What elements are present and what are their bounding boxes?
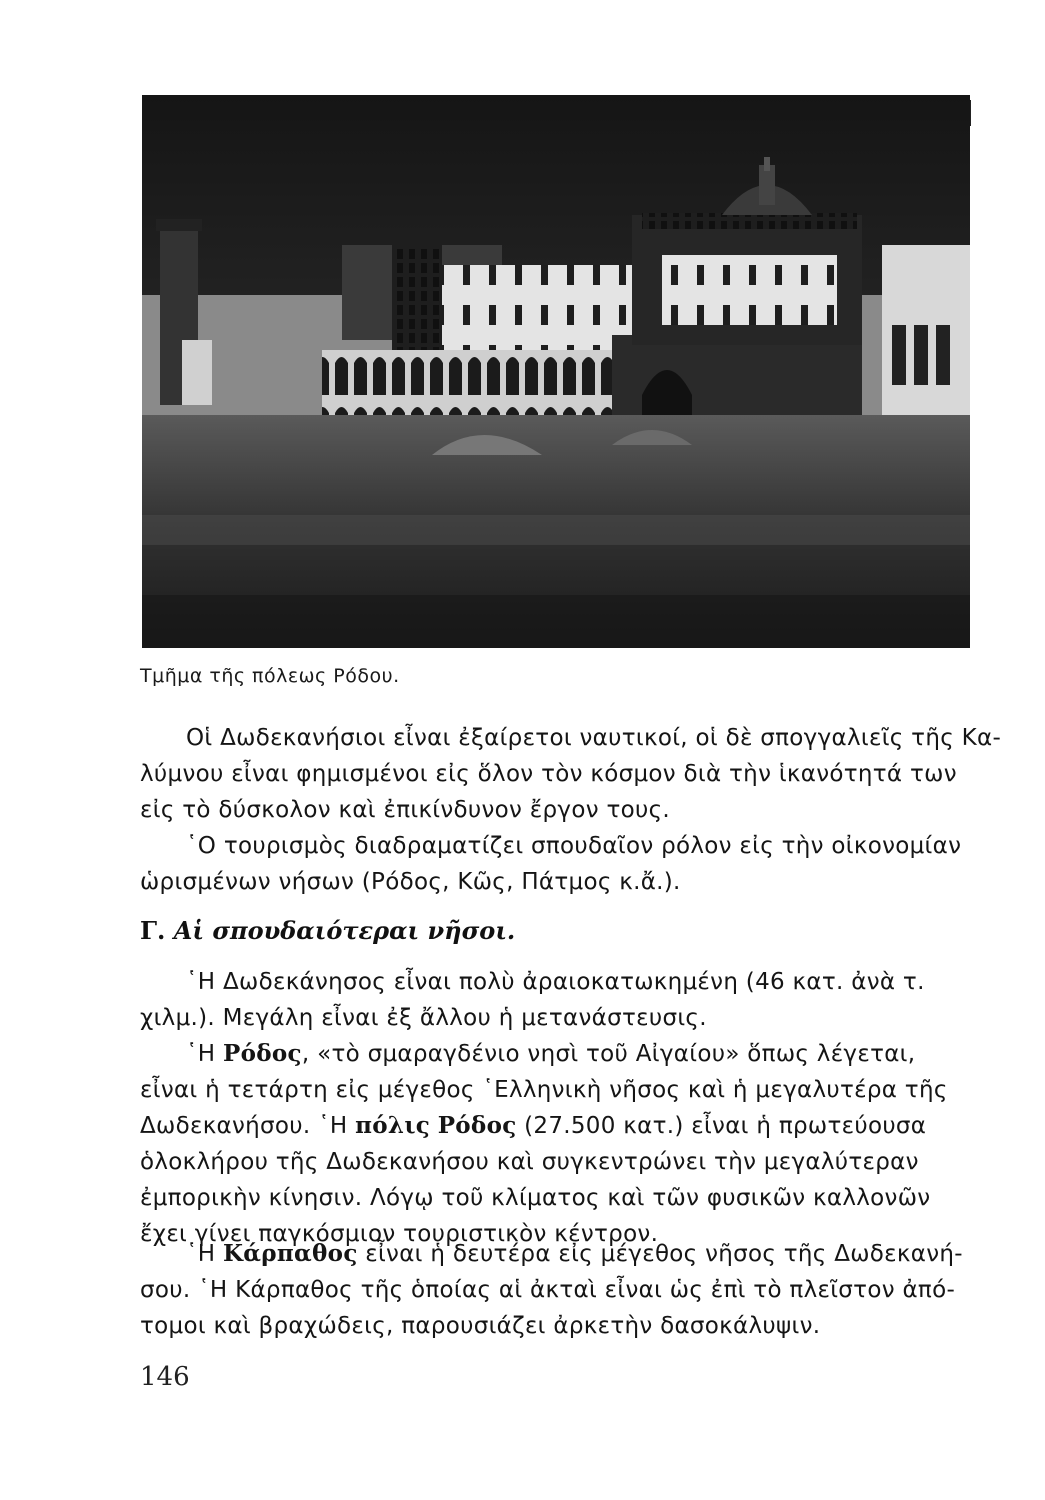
photo-rhodes-city	[142, 95, 970, 648]
paragraph-population	[140, 966, 968, 1036]
term-city: πόλις	[355, 1112, 431, 1139]
paragraph-sailors-tourism	[140, 722, 1002, 895]
section-heading	[140, 916, 515, 945]
text-line	[186, 1038, 915, 1070]
text-span: , «τὸ σμαραγδένιο νησὶ τοῦ Αἰγαίου» ὅπως λέγεται,	[301, 1041, 916, 1067]
paragraph-rhodes	[140, 1038, 968, 1254]
page-number: 146	[140, 1362, 190, 1392]
text-line: ῾Ο τουρισμὸς διαδραματίζει σπουδαῖον ρόλον εἰς τὴν οἰκονομίαν	[186, 833, 962, 859]
text-line: σου. ῾Η Κάρπαθος τῆς ὁποίας αἱ ἀκταὶ εἶναι ὡς ἐπὶ τὸ πλεῖστον ἀπό-	[140, 1277, 956, 1303]
text-line	[140, 1110, 926, 1142]
text-line	[186, 1238, 963, 1270]
text-line: εἶναι ἡ τετάρτη εἰς μέγεθος ῾Ελληνικὴ νῆσος καὶ ἡ μεγαλυτέρα τῆς	[140, 1077, 948, 1103]
text-line: ἔχει γίνει παγκόσμιον τουριστικὸν κέντρον.	[140, 1221, 659, 1247]
text-line: χιλμ.). Μεγάλη εἶναι ἐξ ἄλλου ἡ μετανάστευσις.	[140, 1005, 707, 1031]
text-line: Οἱ Δωδεκανήσιοι εἶναι ἐξαίρετοι ναυτικοί, οἱ δὲ σπογγαλιεῖς τῆς Κα-	[186, 725, 1002, 751]
text-span: (27.500 κατ.) εἶναι ἡ πρωτεύουσα	[516, 1113, 927, 1139]
section-prefix: Γ.	[140, 916, 166, 945]
term-rhodes-city: Ρόδος	[437, 1112, 517, 1139]
text-span: εἶναι ἡ δευτέρα εἰς μέγεθος νῆσος τῆς Δωδεκανή-	[357, 1241, 963, 1267]
text-line: τομοι καὶ βραχώδεις, παρουσιάζει ἀρκετὴν δασοκάλυψιν.	[140, 1313, 821, 1339]
text-line: λύμνου εἶναι φημισμένοι εἰς ὅλον τὸν κόσμον διὰ τὴν ἱκανότητά των	[140, 761, 957, 787]
term-karpathos: Κάρπαθος	[223, 1240, 358, 1267]
text-line: ὁλοκλήρου τῆς Δωδεκανήσου καὶ συγκεντρώνει τὴν μεγαλύτεραν	[140, 1149, 919, 1175]
text-span: ῾Η	[186, 1041, 224, 1067]
paragraph-karpathos	[140, 1238, 968, 1348]
term-rhodes: Ρόδος	[223, 1040, 302, 1067]
section-title: Αἱ σπουδαιότεραι νῆσοι.	[173, 916, 516, 945]
text-line: εἰς τὸ δύσκολον καὶ ἐπικίνδυνον ἔργον τους.	[140, 797, 671, 823]
photo-scene	[142, 95, 970, 648]
text-span: Δωδεκανήσου. ῾Η	[140, 1113, 356, 1139]
text-line: ῾Η Δωδεκάνησος εἶναι πολὺ ἀραιοκατωκημένη (46 κατ. ἀνὰ τ.	[186, 969, 925, 995]
figure-caption: Τμῆμα τῆς πόλεως Ρόδου.	[140, 665, 400, 687]
text-span: ῾Η	[186, 1241, 224, 1267]
text-line: ὡρισμένων νήσων (Ρόδος, Κῶς, Πάτμος κ.ἄ.).	[140, 869, 681, 895]
text-line: ἐμπορικὴν κίνησιν. Λόγῳ τοῦ κλίματος καὶ τῶν φυσικῶν καλλονῶν	[140, 1185, 931, 1211]
